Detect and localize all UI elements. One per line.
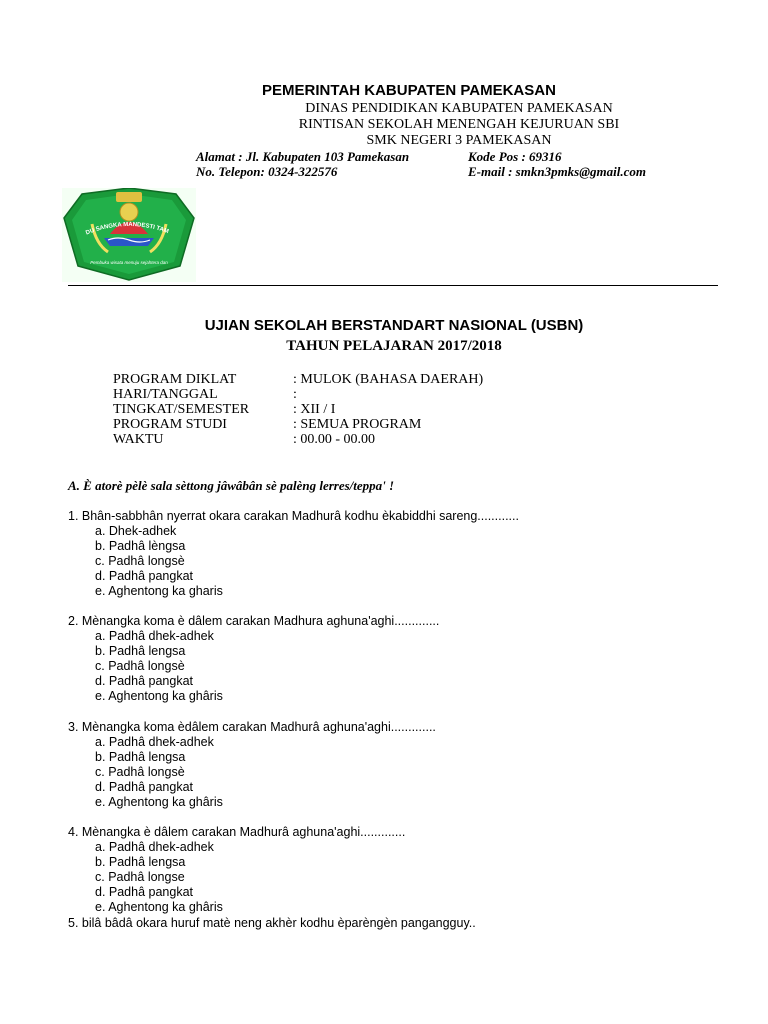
question-1-option-c: c. Padhâ longsè: [95, 554, 185, 568]
header-department: DINAS PENDIDIKAN KABUPATEN PAMEKASAN: [305, 101, 613, 116]
question-1-option-a: a. Dhek-adhek: [95, 524, 177, 538]
info-value-time: : 00.00 - 00.00: [293, 432, 376, 447]
info-value-date: :: [293, 387, 297, 402]
logo-motto-text: DU SANGKA MANDESTI TAM: [85, 221, 170, 237]
info-value-program: : MULOK (BAHASA DAERAH): [293, 372, 484, 387]
question-3: 3. Mènangka koma èdâlem carakan Madhurâ aghuna'aghi.............: [68, 720, 436, 734]
question-4-option-d: d. Padhâ pangkat: [95, 885, 193, 899]
info-label-study: PROGRAM STUDI: [113, 417, 227, 432]
question-2-option-a: a. Padhâ dhek-adhek: [95, 629, 214, 643]
header-school-type: RINTISAN SEKOLAH MENENGAH KEJURUAN SBI: [298, 117, 620, 132]
header-phone: No. Telepon: 0324-322576: [196, 164, 338, 179]
question-3-option-b: b. Padhâ lengsa: [95, 750, 186, 764]
question-1-option-e: e. Aghentong ka gharis: [95, 584, 223, 598]
header-address: Alamat : Jl. Kabupaten 103 Pamekasan: [196, 149, 410, 164]
info-label-time: WAKTU: [113, 432, 164, 447]
question-4-option-a: a. Padhâ dhek-adhek: [95, 840, 214, 854]
header-email: E-mail : smkn3pmks@gmail.com: [468, 164, 647, 179]
question-4-option-c: c. Padhâ longse: [95, 870, 185, 884]
info-value-study: : SEMUA PROGRAM: [293, 417, 422, 432]
question-4: 4. Mènangka è dâlem carakan Madhurâ aghuna'aghi.............: [68, 825, 406, 839]
school-logo: [62, 188, 196, 282]
info-value-level: : XII / I: [293, 402, 336, 417]
question-3-option-a: a. Padhâ dhek-adhek: [95, 735, 214, 749]
header-school-name: SMK NEGERI 3 PAMEKASAN: [366, 133, 552, 148]
question-2-option-b: b. Padhâ lengsa: [95, 644, 186, 658]
info-label-date: HARI/TANGGAL: [113, 387, 218, 402]
question-3-option-d: d. Padhâ pangkat: [95, 780, 193, 794]
header-postcode: Kode Pos : 69316: [468, 149, 562, 164]
question-2: 2. Mènangka koma è dâlem carakan Madhura aghuna'aghi.............: [68, 614, 440, 628]
pamekasan-emblem-icon: [62, 188, 196, 282]
question-5: 5. bilâ bâdâ okara huruf matè neng akhèr kodhu èparèngèn pangangguy..: [68, 916, 476, 930]
question-3-option-e: e. Aghentong ka ghâris: [95, 795, 223, 809]
section-instruction: A. È atorè pèlè sala sèttong jâwâbân sè palèng lerres/teppa' !: [68, 478, 395, 493]
question-1-option-d: d. Padhâ pangkat: [95, 569, 193, 583]
question-1-option-b: b. Padhâ lèngsa: [95, 539, 186, 553]
header-divider: [68, 285, 718, 286]
question-3-option-c: c. Padhâ longsè: [95, 765, 185, 779]
logo-bottom-text: Pembuka wisata menuju sejahtera dan: [90, 260, 168, 265]
question-2-option-d: d. Padhâ pangkat: [95, 674, 193, 688]
question-2-option-c: c. Padhâ longsè: [95, 659, 185, 673]
question-2-option-e: e. Aghentong ka ghâris: [95, 689, 223, 703]
question-4-option-e: e. Aghentong ka ghâris: [95, 900, 223, 914]
info-label-level: TINGKAT/SEMESTER: [113, 402, 250, 417]
exam-year: TAHUN PELAJARAN 2017/2018: [286, 338, 502, 354]
exam-title: UJIAN SEKOLAH BERSTANDART NASIONAL (USBN): [204, 317, 584, 334]
header-government: PEMERINTAH KABUPATEN PAMEKASAN: [262, 82, 556, 99]
question-1: 1. Bhân-sabbhân nyerrat okara carakan Madhurâ kodhu èkabiddhi sareng............: [68, 509, 519, 523]
question-4-option-b: b. Padhâ lengsa: [95, 855, 186, 869]
info-label-program: PROGRAM DIKLAT: [113, 372, 237, 387]
